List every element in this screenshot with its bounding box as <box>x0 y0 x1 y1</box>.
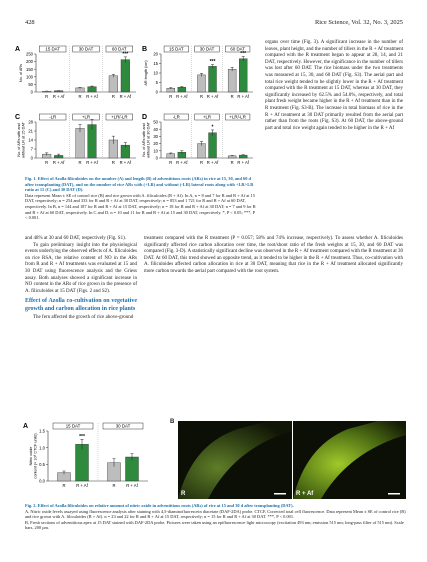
y-axis-label-line: without LR at 15 DAT <box>21 122 26 158</box>
fig1-chart-b <box>141 44 259 108</box>
significance-marker: *** <box>240 50 247 57</box>
bar <box>76 128 85 158</box>
y-axis-label-line: Nitric oxide <box>29 446 33 466</box>
significance-marker: *** <box>122 51 129 58</box>
x-tick-label: R <box>169 160 173 165</box>
x-tick-label: R <box>45 94 49 99</box>
bar <box>197 75 205 92</box>
x-tick-label: R <box>111 160 115 165</box>
fluorescence-root-image <box>178 421 292 499</box>
y-tick-label: 20 <box>153 51 158 57</box>
fig2-image-raf <box>293 421 406 499</box>
y-tick-label: 28 <box>28 119 33 125</box>
x-tick-label: R + Af <box>237 160 249 165</box>
page-number: 428 <box>25 19 35 26</box>
x-tick-label: R <box>199 94 203 99</box>
x-tick-label: R <box>112 483 116 488</box>
fig1-caption <box>25 176 257 221</box>
group-label: 30 DAT <box>199 46 215 52</box>
panel-letter: D <box>142 114 148 121</box>
x-tick-label: R + Af <box>206 160 219 165</box>
fig2-caption-body: A, Nitric oxide levels assayed using fluorescence analysis after staining with 4,5-diaminofluorescein diacetate (DAF-2DA) probe. CTCF, Corrected total cell fluorescence. Data represent Mean ± SE of control rice (R) and rice grown with A. filiculoides (R + Af). n = 23 and 22 for R and R + Af at 15 DAT, respectively; n = 15 for R and R + Af at 30 DAT. ***, P < 0.001. B, Fresh sections of adventitious apex at 15 DAT stained with DAF-2DA probe. Pictures were taken using an epifluorescence light microscopy (excitation 493 nm; emission 515 nm; long-pass filter of 515 nm). Scale bars, 200 μm. <box>25 508 406 531</box>
bar <box>239 155 247 158</box>
y-tick-label: 10 <box>153 148 158 154</box>
y-tick-label: 0.0 <box>39 478 45 484</box>
fig1-caption-body: Data represent Mean ± SE of control rice (R) and rice grown with A. filiculoides (R + Af). In A, n = 8 and 7 for R and R + Af at 15 DAT, respectively; n = 254 and 333 for R and R + Af at 30 DAT, respectively; n = 853 and 1 721 for R and R + Af at 60 DAT, respectively. In B, n = 144 and 187 for R and R + Af at 15 DAT, respectively; n = 18 for R and R + Af at 30 DAT; n = 7 and 9 for R and R + Af at 60 DAT, respectively. In C and D, n = 10 and 11 for R and R + Af at 15 and 30 DAT, respectively. *, P < 0.05; ***, P < 0.001. <box>25 192 256 221</box>
bar <box>121 60 130 92</box>
x-tick-label: R + Af <box>52 94 65 99</box>
group-label: 15 DAT <box>169 46 184 52</box>
x-tick-label: R <box>169 94 173 99</box>
journal-header: Rice Science, Vol. 32, No. 3, 2025 <box>315 19 403 26</box>
fig1-chart-c <box>14 112 142 174</box>
group-label: +LR/-LR <box>229 114 246 120</box>
bar <box>109 76 118 92</box>
fig1-chart-a <box>14 44 142 108</box>
paragraph-3: The fern affected the growth of rice above-ground <box>33 315 134 321</box>
x-tick-label: R <box>230 94 234 99</box>
bar <box>209 66 217 92</box>
group-label: -LR <box>172 114 180 120</box>
group-label: 60 DAT <box>112 46 127 52</box>
y-tick-label: 50 <box>28 82 33 87</box>
y-tick-label: 5 <box>155 80 158 86</box>
bar <box>209 133 217 158</box>
group-label: +LR <box>202 114 212 120</box>
y-axis-label <box>142 121 150 157</box>
y-tick-label: 40 <box>153 126 158 132</box>
section-heading: Effect of Azolla co-cultivation on vegetative growth and carbon allocation in rice plants <box>25 298 137 312</box>
fig2-chart-a <box>22 421 162 499</box>
bar <box>76 88 85 92</box>
bar <box>126 457 139 481</box>
paragraph-2: To gain preliminary insight into the physiological events underlying the observed effects of A. filiculoides on rice RSA, the relative content of NO in the ARs from R and R + Af treatments was evaluated at 15 and 30 DAT using fluorescence analysis and the Griess assay. Both analyses showed a significant increase in NO content in the ARs of rice grown in the presence of A. filiculoides at 15 DAT (Figs. 2 and S2). <box>25 242 137 294</box>
group-label: -LR <box>49 114 57 120</box>
right-column-text: organs over time (Fig. 3). A significant increase in the number of leaves, plant height, and the number of tillers in the R + Af treatment compared with the R treatment began to appear at 28, 14, and 21 DAT, respectively. However, the significance in the number of tillers was lost after 60 DAT. The rice biomass under the two treatments was measured at 15, 30, and 60 DAT (Fig. S3). The aerial part and total rice weight tended to be slightly lower in the R + Af treatment compared with the R treatment at 15 DAT, whereas at 30 DAT, they significantly increased by 62.5% and 54.0%, respectively, and total plant fresh weight became higher in the R + Af treatment than in the R treatment (Fig. S3-B). The increase in total biomass of rice in the R + Af treatment at 30 DAT primarily resulted from the aerial part rather than from the roots (Fig. S3). At 60 DAT, the above-ground part and total rice weight again tended to be higher in the R + Af <box>265 40 403 131</box>
x-tick-label: R + Af <box>119 160 132 165</box>
x-tick-label: R + Af <box>126 483 138 488</box>
y-axis-label-line: content (× 10⁸ CTCF units) <box>33 433 38 479</box>
bar <box>197 144 205 158</box>
significance-marker: *** <box>209 59 216 66</box>
fluorescence-root-image <box>293 421 406 499</box>
panel-letter: A <box>23 423 29 430</box>
y-tick-label: 10 <box>153 70 158 76</box>
x-tick-label: R + Af <box>86 94 98 99</box>
y-tick-label: 7 <box>30 146 33 152</box>
x-tick-label: R + Af <box>86 160 98 165</box>
group-label: 15 DAT <box>65 423 81 429</box>
x-tick-label: R <box>62 483 66 488</box>
y-axis-label-line: without LR at 30 DAT <box>146 122 151 158</box>
panel-letter: B <box>142 46 148 53</box>
y-tick-label: 20 <box>153 141 158 147</box>
x-tick-label: R + Af <box>52 160 65 165</box>
fig1-chart-d <box>141 112 259 174</box>
panel-letter: A <box>15 46 21 53</box>
bar <box>239 59 247 92</box>
y-axis-label: No. of ARs <box>19 63 23 83</box>
x-tick-label: R + Af <box>206 94 219 99</box>
y-tick-label: 21 <box>28 128 33 134</box>
y-tick-label: 0 <box>155 89 158 95</box>
mid-right-text: treatment compared with the R treatment (P = 0.057; 58% and 74% increase, respectively). To assess whether A. filiculoides significantly affected rice carbon allocation over time, the root/shoot ratio of the fresh weights at 15, 30, and 60 DAT was compared (Fig. 3-D). A statistically significant decline was observed in the R + Af treatment compared with the R treatment at 30 DAT. At 60 DAT, this trend showed an opposite trend, as it tended to be higher in the R + Af treatment. Thus, co-cultivation with A. filiculoides affected carbon allocation in rice at 30 DAT, meaning that rice in the R + Af treatment allocated significantly more carbon towards the aerial part compared with the root system. <box>144 236 404 274</box>
y-tick-label: 1.5 <box>39 428 45 434</box>
x-tick-label: R + Af <box>176 160 188 165</box>
fig2-image-r <box>178 421 292 499</box>
y-axis-label <box>17 121 25 157</box>
x-tick-label: R <box>230 160 234 165</box>
x-tick-label: R + Af <box>237 94 249 99</box>
x-tick-label: R <box>45 160 49 165</box>
y-axis-label <box>29 433 37 479</box>
y-axis-label: AR length (cm) <box>144 60 148 86</box>
x-tick-label: R <box>78 160 82 165</box>
left-column-text <box>25 236 137 322</box>
x-tick-label: R + Af <box>176 94 188 99</box>
y-tick-label: 0 <box>30 155 33 161</box>
group-label: 30 DAT <box>78 46 94 52</box>
y-tick-label: 0 <box>30 89 33 95</box>
x-tick-label: R <box>199 160 203 165</box>
group-label: 15 DAT <box>45 46 60 52</box>
fig2-panel-b-label: B <box>170 419 175 425</box>
panel-letter: C <box>15 114 21 121</box>
y-axis-label-line: No. of ARs with and <box>17 123 21 157</box>
image-label-raf: R + Af <box>296 491 314 497</box>
y-tick-label: 14 <box>28 137 33 143</box>
y-tick-label: 50 <box>153 119 158 125</box>
y-axis-label-line: No. of ARs with and <box>142 123 146 157</box>
x-tick-label: R <box>78 94 82 99</box>
x-tick-label: R + Af <box>76 483 88 488</box>
group-label: +LR <box>81 114 91 120</box>
y-tick-label: 150 <box>26 66 33 72</box>
fig2-caption <box>25 503 406 531</box>
y-tick-label: 0 <box>155 155 158 161</box>
y-tick-label: 200 <box>26 59 33 65</box>
y-tick-label: 0.5 <box>39 461 45 467</box>
group-label: 60 DAT <box>230 46 245 52</box>
bar <box>76 444 89 481</box>
image-label-r: R <box>181 491 186 497</box>
fig2-caption-title: Fig. 2. Effect of Azolla filiculoides on relative amount of nitric oxide in adventitious roots (ARs) of rice at 15 and 30 d after transplanting (DAT). <box>25 503 294 508</box>
significance-marker: * <box>211 124 214 131</box>
fig1-caption-title: Fig. 1. Effect of Azolla filiculoides on the number (A) and length (B) of adventitious roots (ARs) in rice at 15, 30, and 60 d after transplanting (DAT), and on the number of rice ARs with (+LR) and without (-LR) lateral roots along with +LR/-LR ratio at 15 (C) and 30 DAT (D). <box>25 176 254 193</box>
y-tick-label: 100 <box>26 74 33 80</box>
y-tick-label: 1.0 <box>39 445 45 451</box>
bar <box>54 91 63 92</box>
y-tick-label: 30 <box>153 134 158 139</box>
group-label: +LR/-LR <box>111 114 128 120</box>
significance-marker: *** <box>79 433 85 440</box>
x-tick-label: R <box>111 94 115 99</box>
bar <box>88 87 97 92</box>
group-label: 30 DAT <box>115 423 131 429</box>
y-tick-label: 15 <box>153 61 158 67</box>
bar <box>228 69 236 92</box>
x-tick-label: R + Af <box>119 94 132 99</box>
y-tick-label: 250 <box>26 51 33 57</box>
paragraph-1: and 48% at 30 and 60 DAT, respectively (Fig. S1). <box>25 236 126 241</box>
